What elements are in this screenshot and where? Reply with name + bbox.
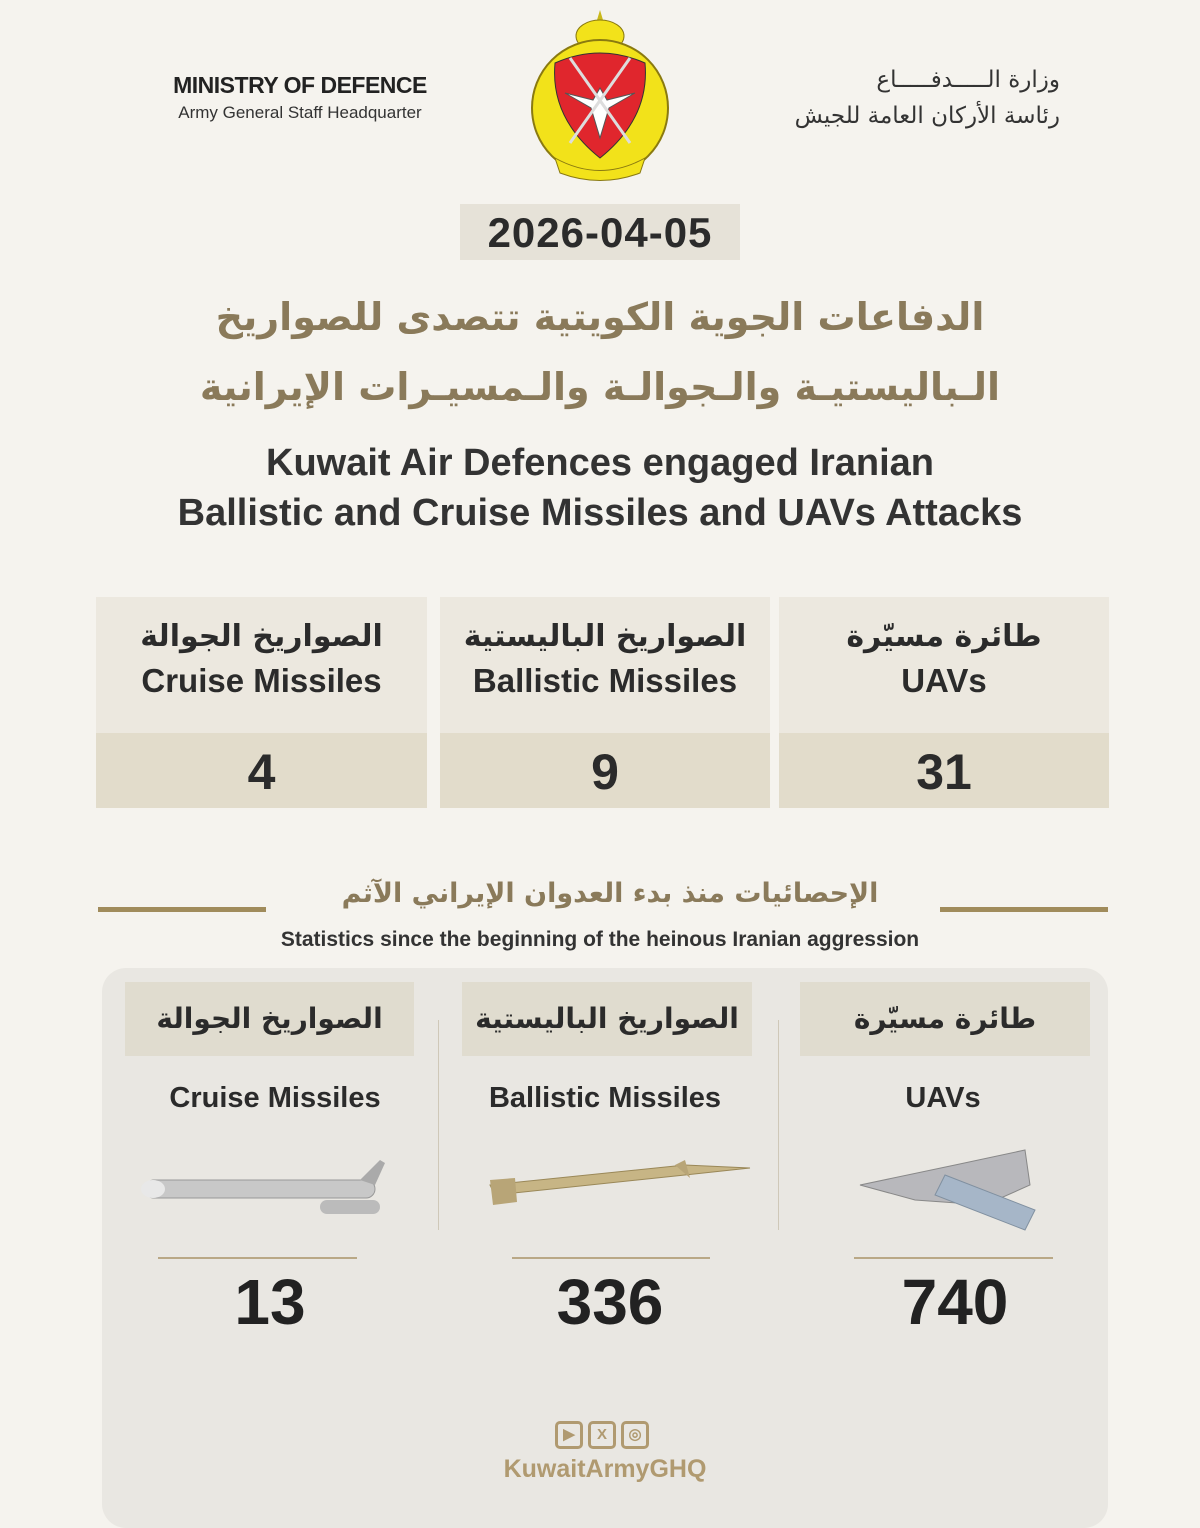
today-uav-label [779, 597, 1109, 733]
today-ballistic-label [440, 597, 770, 733]
label-en: UAVs [901, 662, 987, 699]
total-ballistic-label-en: Ballistic Missiles [488, 1082, 722, 1114]
title-ar-line: الـباليستيـة والـجوالـة والـمسيـرات الإيرانية [199, 365, 1001, 409]
today-cruise-label [96, 597, 427, 733]
column-divider [438, 1020, 439, 1230]
ballistic-missile-icon [485, 1160, 755, 1220]
title-en-line: Ballistic and Cruise Missiles and UAVs Attacks [177, 492, 1023, 534]
drone-icon [855, 1145, 1040, 1240]
total-ballistic-label-ar: الصواريخ الباليستية [462, 982, 752, 1056]
total-cruise-label-ar: الصواريخ الجوالة [125, 982, 414, 1056]
total-cruise-value: 13 [234, 1266, 306, 1338]
total-ballistic-value: 336 [556, 1266, 664, 1338]
divider [854, 1257, 1053, 1259]
label-ar: الصواريخ الجوالة [140, 619, 383, 654]
social-icons [555, 1421, 650, 1451]
title-en [100, 438, 1100, 538]
label-ar: الصواريخ الباليستية [463, 619, 747, 654]
cruise-missile-icon [135, 1155, 400, 1225]
instagram-icon[interactable]: ◎ [621, 1421, 649, 1449]
section-title-en: Statistics since the beginning of the heinous Iranian aggression [280, 928, 920, 951]
title-ar [100, 282, 1100, 422]
label-ar: طائرة مسيّرة [846, 619, 1042, 654]
divider [158, 1257, 357, 1259]
date-badge: 2026-04-05 [460, 204, 740, 260]
section-title-ar: الإحصائيات منذ بدء العدوان الإيراني الآثم [341, 878, 879, 909]
ministry-ar [740, 62, 1060, 134]
ministry-en [100, 72, 500, 123]
today-cruise-value: 4 [96, 733, 427, 808]
total-cruise-label-en: Cruise Missiles [169, 1082, 381, 1114]
total-uav-label-ar: طائرة مسيّرة [800, 982, 1090, 1056]
x-icon[interactable]: X [588, 1421, 616, 1449]
hq-name: Army General Staff Headquarter [178, 103, 422, 122]
column-divider [778, 1020, 779, 1230]
total-uav-value: 740 [901, 1266, 1009, 1338]
today-uav-value: 31 [779, 733, 1109, 808]
youtube-icon[interactable]: ▶ [555, 1421, 583, 1449]
ministry-name: MINISTRY OF DEFENCE [173, 72, 427, 98]
label-en: Ballistic Missiles [472, 662, 738, 699]
title-en-line: Kuwait Air Defences engaged Iranian [266, 442, 934, 484]
army-emblem-logo [525, 8, 675, 186]
hq-name-ar: رئاسة الأركان العامة للجيش [794, 103, 1060, 129]
ministry-name-ar: وزارة الـــــدفـــــاع [876, 67, 1060, 93]
total-uav-label-en: UAVs [905, 1082, 981, 1114]
social-handle: KuwaitArmyGHQ [503, 1455, 707, 1483]
divider [512, 1257, 710, 1259]
today-ballistic-value: 9 [440, 733, 770, 808]
label-en: Cruise Missiles [141, 662, 382, 699]
divider [98, 907, 266, 912]
title-ar-line: الدفاعات الجوية الكويتية تتصدى للصواريخ [215, 295, 985, 339]
divider [940, 907, 1108, 912]
